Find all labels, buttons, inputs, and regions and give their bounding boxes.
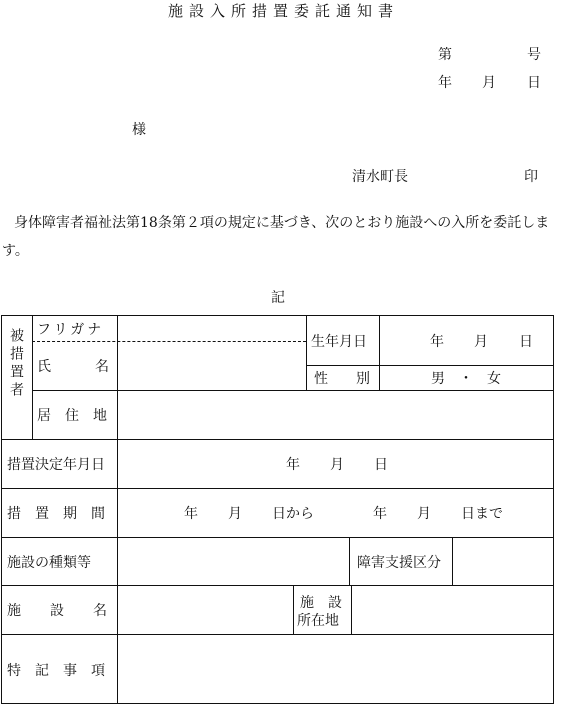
period-start-month: 月 bbox=[228, 506, 242, 522]
period-end-day: 日まで bbox=[461, 506, 503, 522]
body-text-line-2: す。 bbox=[2, 243, 29, 259]
document-title: 施設入所措置委託通知書 bbox=[167, 2, 399, 20]
birthdate-label: 生年月日 bbox=[311, 333, 367, 350]
col-divider bbox=[117, 315, 118, 704]
period-start-day: 日から bbox=[272, 506, 314, 522]
sender-name: 清水町長 bbox=[352, 169, 408, 185]
period-label: 措 置 期 間 bbox=[7, 506, 105, 522]
decision-date-label: 措置決定年月日 bbox=[7, 457, 105, 473]
number-suffix: 号 bbox=[527, 47, 541, 63]
birth-year-label: 年 bbox=[430, 333, 444, 350]
seal-mark: 印 bbox=[524, 169, 538, 185]
date-year-label: 年 bbox=[438, 75, 452, 91]
row-divider bbox=[32, 390, 554, 391]
special-notes-label: 特 記 事 項 bbox=[7, 662, 105, 679]
period-start-year: 年 bbox=[184, 506, 198, 522]
recipient-label: 被措置者 bbox=[8, 328, 24, 400]
col-divider bbox=[379, 315, 380, 390]
facility-name-label-3: 名 bbox=[93, 603, 107, 619]
period-end-year: 年 bbox=[373, 506, 387, 522]
facility-type-label: 施設の種類等 bbox=[7, 554, 91, 571]
decision-year-label: 年 bbox=[286, 457, 300, 473]
name-label-2: 名 bbox=[95, 359, 109, 375]
facility-location-label-1: 施 設 bbox=[300, 595, 342, 611]
birth-day-label: 日 bbox=[519, 333, 533, 350]
row-divider bbox=[1, 585, 554, 586]
support-category-label: 障害支援区分 bbox=[357, 554, 441, 571]
facility-location-label-2: 所在地 bbox=[297, 613, 339, 629]
gender-options[interactable]: 男 ・ 女 bbox=[431, 371, 501, 387]
decision-day-label: 日 bbox=[374, 457, 388, 473]
date-month-label: 月 bbox=[482, 75, 496, 91]
number-prefix: 第 bbox=[438, 47, 452, 63]
address-label: 居 住 地 bbox=[37, 408, 107, 424]
period-end-month: 月 bbox=[417, 506, 431, 522]
furigana-dashed-line bbox=[32, 341, 306, 342]
col-divider bbox=[293, 585, 294, 634]
furigana-label: フリガナ bbox=[37, 322, 105, 338]
gender-label-1: 性 bbox=[314, 371, 328, 387]
gender-label-2: 別 bbox=[356, 371, 370, 387]
col-divider bbox=[306, 315, 307, 390]
facility-name-label-1: 施 bbox=[7, 603, 21, 619]
ki-heading: 記 bbox=[271, 290, 285, 306]
birth-month-label: 月 bbox=[474, 333, 488, 350]
col-divider bbox=[349, 537, 350, 585]
decision-month-label: 月 bbox=[330, 457, 344, 473]
date-day-label: 日 bbox=[527, 75, 541, 91]
col-divider bbox=[351, 585, 352, 634]
birth-gender-divider bbox=[306, 365, 554, 366]
body-text-line-1: 身体障害者福祉法第18条第２項の規定に基づき、次のとおり施設への入所を委託しま bbox=[14, 215, 550, 231]
addressee-honorific: 様 bbox=[132, 122, 146, 138]
name-label-1: 氏 bbox=[37, 359, 51, 375]
facility-name-label-2: 設 bbox=[50, 603, 64, 619]
col-divider bbox=[32, 315, 33, 439]
col-divider bbox=[452, 537, 453, 585]
